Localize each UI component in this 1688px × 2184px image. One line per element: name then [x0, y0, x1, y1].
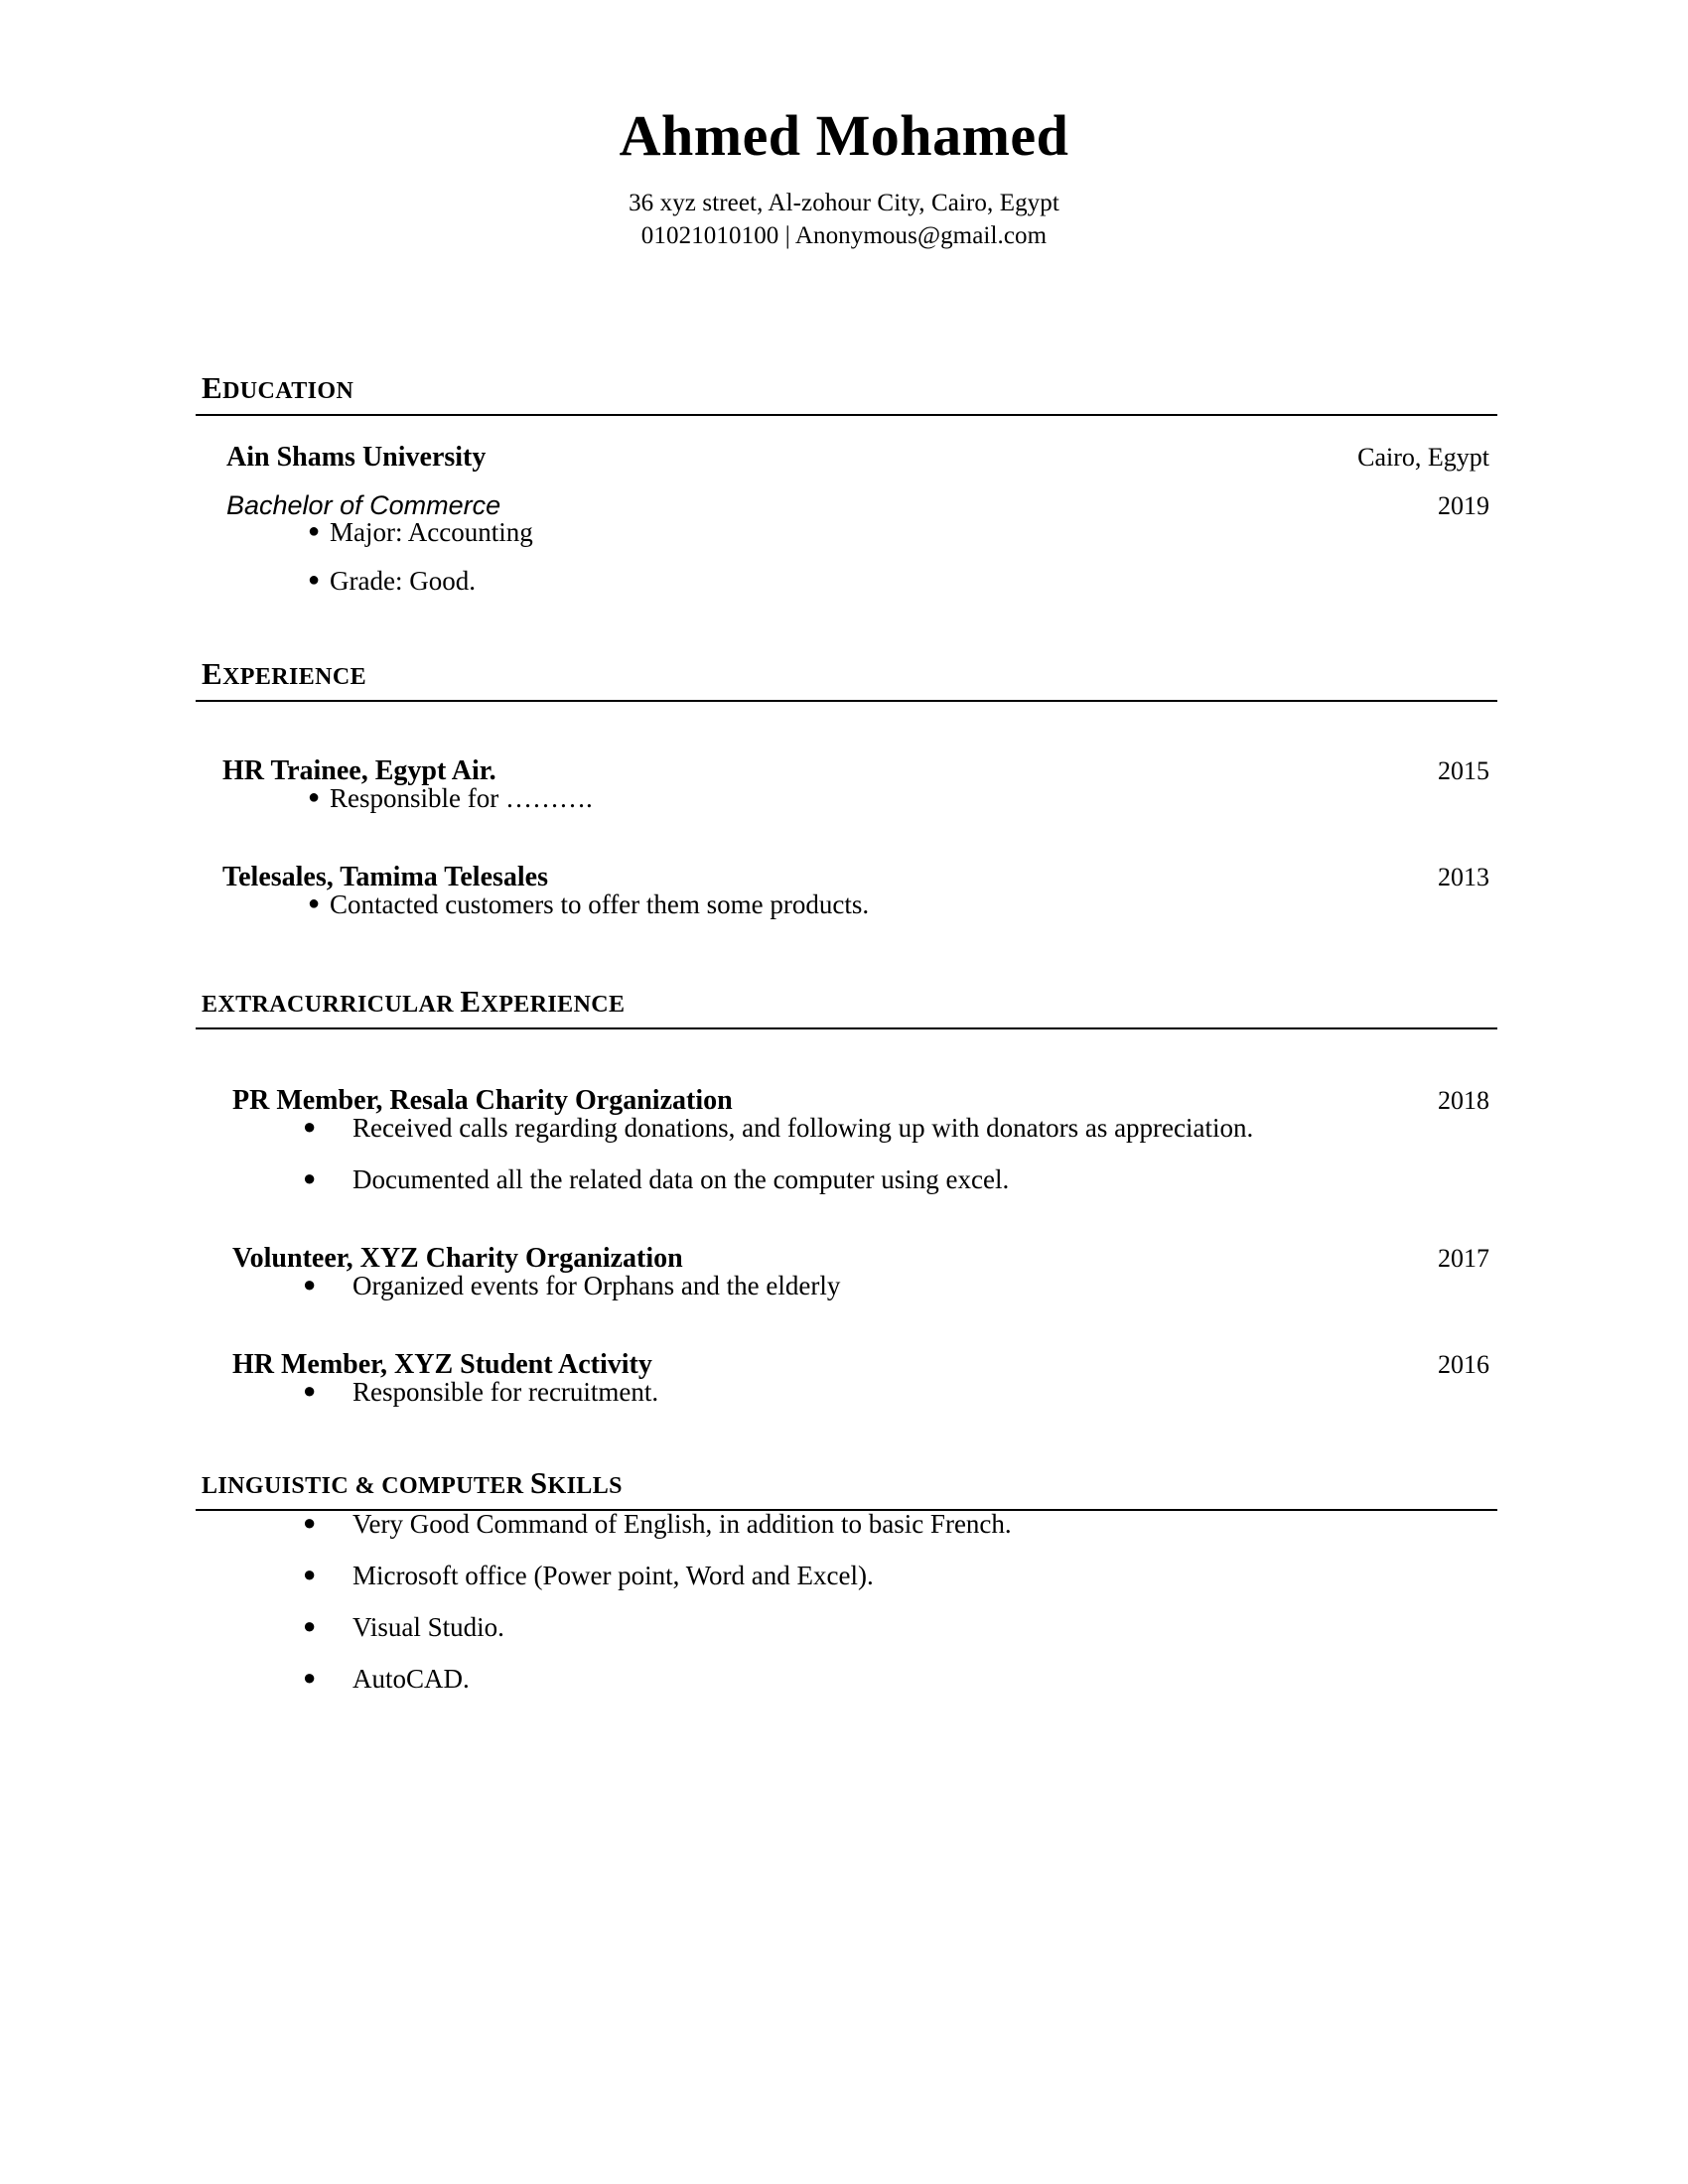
list-item-text: Contacted customers to offer them some products.: [330, 889, 870, 919]
bullet-icon: ●: [308, 892, 321, 914]
section-extracurricular-experience: [0, 986, 1688, 1406]
experience-entry-row: [0, 864, 1688, 891]
list-item-text: Responsible for ……….: [330, 783, 593, 813]
extracurricular-entry-row: [0, 1351, 1688, 1379]
extracurricular-entry: [0, 1087, 1688, 1193]
list-item: [0, 1379, 1688, 1406]
section-heading-skills-wrap: [202, 1467, 1492, 1509]
bullet-icon: ●: [303, 1378, 317, 1403]
section-heading-initial: S: [529, 1465, 548, 1500]
section-heading-initial: E: [202, 370, 223, 405]
education-institution: Ain Shams University: [226, 442, 487, 473]
education-location: Cairo, Egypt: [1357, 443, 1489, 472]
section-heading-initial: E: [460, 984, 482, 1019]
bullet-icon: ●: [303, 1613, 317, 1638]
experience-year: 2013: [1438, 863, 1489, 891]
section-heading-rest: XPERIENCE: [481, 992, 626, 1018]
list-item: [0, 1115, 1688, 1142]
list-item-text: Documented all the related data on the computer using excel.: [352, 1164, 1010, 1194]
extracurricular-entry: [0, 1245, 1688, 1299]
section-heading-experience: [202, 658, 1492, 700]
bullet-icon: ●: [303, 1665, 317, 1690]
extracurricular-title: HR Member, XYZ Student Activity: [232, 1349, 652, 1380]
list-item: [0, 1273, 1688, 1299]
experience-entry: [0, 757, 1688, 812]
list-item-text: Major: Accounting: [330, 517, 533, 547]
section-divider-education: [196, 414, 1497, 416]
education-bullets: [0, 519, 1688, 595]
bullet-icon: ●: [303, 1562, 317, 1586]
experience-entry: [0, 864, 1688, 918]
extracurricular-entry-row: [0, 1245, 1688, 1273]
bullet-icon: ●: [308, 520, 321, 542]
extracurricular-entry-row: [0, 1087, 1688, 1115]
extracurricular-title: Volunteer, XYZ Charity Organization: [232, 1243, 683, 1274]
bullet-icon: ●: [308, 569, 321, 591]
list-item-text: Microsoft office (Power point, Word and Excel).: [352, 1561, 874, 1590]
section-heading-rest: KILLS: [547, 1473, 623, 1499]
education-degree: Bachelor of Commerce: [226, 490, 501, 520]
education-year: 2019: [1438, 491, 1489, 520]
experience-year: 2015: [1438, 756, 1489, 785]
list-item: [0, 1166, 1688, 1193]
bullet-icon: ●: [303, 1114, 317, 1139]
list-item-text: Organized events for Orphans and the elderly: [352, 1271, 841, 1300]
list-item-text: Responsible for recruitment.: [352, 1377, 659, 1407]
extracurricular-title: PR Member, Resala Charity Organization: [232, 1085, 733, 1116]
education-entry-row: [0, 444, 1688, 472]
section-heading-prefix: EXTRACURRICULAR: [202, 992, 461, 1018]
section-heading-skills: [202, 1467, 1492, 1509]
section-divider-extracurricular: [196, 1027, 1497, 1029]
list-item: [0, 891, 1688, 918]
section-heading-initial: E: [202, 656, 223, 691]
extracurricular-year: 2018: [1438, 1086, 1489, 1115]
experience-entry-row: [0, 757, 1688, 785]
section-heading-prefix: LINGUISTIC & COMPUTER: [202, 1473, 530, 1499]
list-item: [0, 1511, 1688, 1538]
section-heading-extracurricular: [202, 986, 1492, 1027]
extracurricular-year: 2016: [1438, 1350, 1489, 1379]
extracurricular-bullets: [0, 1115, 1688, 1193]
list-item: [0, 519, 1688, 546]
contact-phone-email: 01021010100 | Anonymous@gmail.com: [640, 222, 1048, 249]
section-education: [0, 372, 1688, 595]
extracurricular-bullets: [0, 1379, 1688, 1406]
section-heading-extracurricular-wrap: [202, 986, 1492, 1027]
experience-title: Telesales, Tamima Telesales: [222, 862, 549, 892]
list-item: [0, 785, 1688, 812]
list-item-text: AutoCAD.: [352, 1664, 470, 1694]
list-item: [0, 1666, 1688, 1693]
education-entry: [0, 444, 1688, 595]
contact-address: 36 xyz street, Al-zohour City, Cairo, Egypt: [629, 190, 1059, 216]
section-heading-education: [202, 372, 1492, 414]
education-degree-row: [0, 492, 1688, 519]
list-item-text: Received calls regarding donations, and following up with donators as appreciation.: [352, 1113, 1254, 1143]
resume-header: [0, 0, 1688, 252]
extracurricular-bullets: [0, 1273, 1688, 1299]
list-item-text: Grade: Good.: [330, 566, 476, 596]
section-heading-education-wrap: [202, 372, 1492, 414]
experience-bullets: [0, 891, 1688, 918]
section-divider-experience: [196, 700, 1497, 702]
list-item: [0, 1563, 1688, 1589]
bullet-icon: ●: [303, 1165, 317, 1190]
skills-bullets: [0, 1511, 1688, 1693]
section-skills: [0, 1467, 1688, 1693]
section-heading-rest: DUCATION: [222, 378, 354, 404]
bullet-icon: ●: [303, 1510, 317, 1535]
extracurricular-year: 2017: [1438, 1244, 1489, 1273]
list-item: [0, 568, 1688, 595]
list-item-text: Visual Studio.: [352, 1612, 504, 1642]
section-heading-rest: XPERIENCE: [222, 664, 367, 690]
list-item-text: Very Good Command of English, in addition to basic French.: [352, 1509, 1012, 1539]
experience-bullets: [0, 785, 1688, 812]
experience-title: HR Trainee, Egypt Air.: [222, 755, 496, 786]
bullet-icon: ●: [303, 1272, 317, 1297]
section-heading-experience-wrap: [202, 658, 1492, 700]
list-item: [0, 1614, 1688, 1641]
section-experience: [0, 658, 1688, 918]
bullet-icon: ●: [308, 786, 321, 808]
page-title: Ahmed Mohamed: [619, 103, 1069, 168]
extracurricular-entry: [0, 1351, 1688, 1406]
